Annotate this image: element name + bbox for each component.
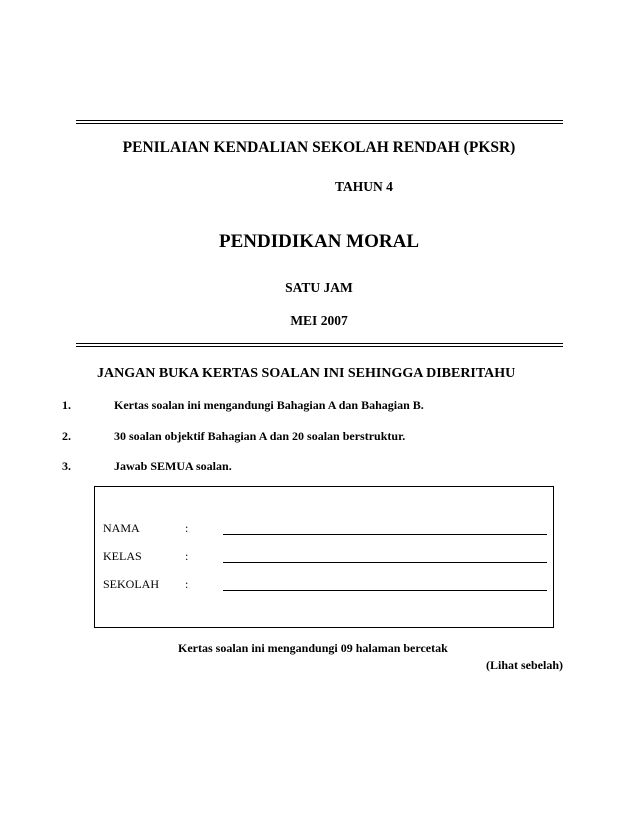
instruction-text: 30 soalan objektif Bahagian A dan 20 soalan berstruktur. (114, 429, 406, 443)
school-colon: : (185, 577, 189, 591)
school-field-row (103, 577, 543, 593)
instruction-number: 1. (62, 398, 71, 412)
subject-title: PENDIDIKAN MORAL (218, 231, 420, 252)
class-label: KELAS (103, 549, 142, 563)
duration-label: SATU JAM (285, 280, 353, 295)
instruction-number: 2. (62, 429, 71, 443)
student-info-box (94, 486, 554, 628)
warning-text: JANGAN BUKA KERTAS SOALAN INI SEHINGGA DIBERITAHU (97, 366, 516, 381)
page-count-note: Kertas soalan ini mengandungi 09 halaman bercetak (178, 641, 448, 655)
school-input-line[interactable] (223, 590, 547, 591)
class-input-line[interactable] (223, 562, 547, 563)
middle-double-rule (76, 343, 563, 347)
name-label: NAMA (103, 521, 140, 535)
name-field-row (103, 521, 543, 537)
top-double-rule (76, 120, 563, 124)
instruction-number: 3. (62, 459, 71, 473)
exam-title: PENILAIAN KENDALIAN SEKOLAH RENDAH (PKSR) (122, 139, 516, 156)
instruction-text: Kertas soalan ini mengandungi Bahagian A dan Bahagian B. (114, 398, 424, 412)
year-label: TAHUN 4 (335, 179, 393, 194)
turn-over-note: (Lihat sebelah) (485, 658, 563, 672)
instruction-text: Jawab SEMUA soalan. (114, 459, 232, 473)
name-input-line[interactable] (223, 534, 547, 535)
school-label: SEKOLAH (103, 577, 159, 591)
class-field-row (103, 549, 543, 565)
class-colon: : (185, 549, 189, 563)
month-label: MEI 2007 (290, 313, 348, 328)
name-colon: : (185, 521, 189, 535)
